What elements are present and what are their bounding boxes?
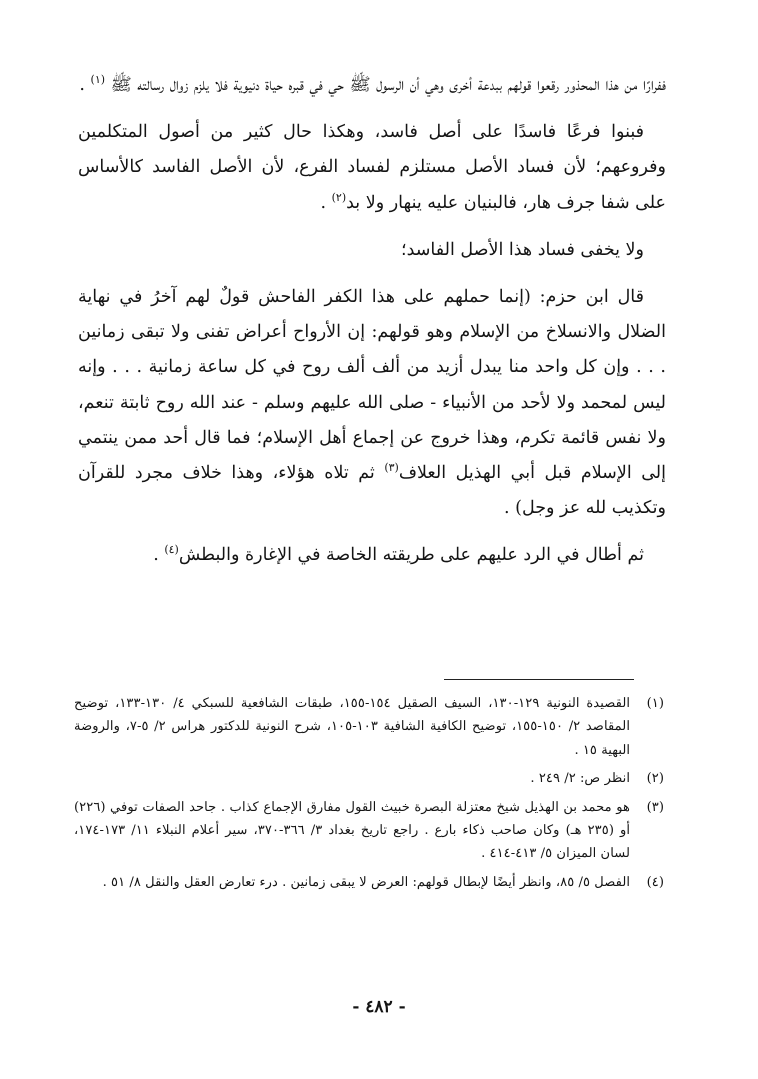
paragraph-4-text: قال ابن حزم: (إنما حملهم على هذا الكفر الفاحش قولٌ لهم آخرُ في نهاية الضلال والانسلاخ من الإسلام وهو قولهم: إن الأرواح أعراض تفنى ولا تبقى زمانين . . . وإن كل واحد منا يبدل أزيد من ألف ألف روح في كل ساعة زمانية . . . وإنه ليس لمحمد ولا لأحد من الأنبياء - صلى الله عليهم وسلم - عند الله روح ثابتة تنعم، ولا نفس قائمة تكرم، وهذا خروج عن إجماع أهل الإسلام؛ فما قال أحد ممن ينتمي إلى الإسلام قبل أبي الهذيل العلاف	[78, 287, 666, 484]
footnote-4-text: الفصل ٥/ ٨٥، وانظر أيضًا لإبطال قولهم: العرض لا يبقى زمانين . درء تعارض العقل والنقل ٨/ ٥١ .	[102, 874, 630, 890]
footnote-ref-3[interactable]: (٣)	[384, 461, 399, 475]
footnote-3-text: هو محمد بن الهذيل شيخ معتزلة البصرة خبيث القول مفارق الإجماع كذاب . جاحد الصفات توفي (٢٢٦) أو (٢٣٥ هـ) وكان صاحب ذكاء بارع . راجع تاريخ بغداد ٣/ ٣٦٦-٣٧٠، سير أعلام النبلاء ١١/ ١٧٣-١٧٤، لسان الميزان ٥/ ٤١٣-٤١٤ .	[74, 799, 631, 862]
paragraph-5-text: ثم أطال في الرد عليهم على طريقته الخاصة في الإغارة والبطش	[178, 545, 644, 566]
main-text	[78, 68, 666, 574]
footnote-separator	[444, 679, 634, 680]
footnote-2-number: (٢)	[646, 771, 664, 787]
footnote-ref-1[interactable]: (١)	[90, 73, 106, 87]
footnote-ref-2[interactable]: (٢)	[331, 190, 347, 204]
paragraph-1-text: ففرارًا من هذا المحذور رقعوا قولهم ببدعة أخرى وهي أن الرسول ﷺ حي في قبره حياة دنيوية فلا يلزم زوال رسالته ﷺ	[110, 75, 666, 95]
page-number: - ٤٨٢ -	[352, 997, 406, 1017]
paragraph-4	[78, 280, 666, 526]
footnote-1-number: (١)	[646, 696, 664, 711]
footnote-3-number: (٣)	[646, 799, 664, 815]
paragraph-5-tail: .	[153, 545, 165, 566]
paragraph-3-text: ولا يخفى فساد هذا الأصل الفاسد؛	[401, 239, 644, 260]
footnotes	[74, 692, 664, 899]
footnote-1-text: القصيدة النونية ١٢٩-١٣٠، السيف الصقيل ١٥٤-١٥٥، طبقات الشافعية للسبكي ٤/ ١٣٠-١٣٣، توضيح المقاصد ٢/ ١٥٠-١٥٥، توضيح الكافية الشافية ١٠٣-١٠٥، شرح النونية للدكتور هراس ٢/ ٥-٧، والروضة البهية ١٥ .	[74, 696, 630, 758]
paragraph-1-tail: .	[79, 75, 91, 95]
footnote-ref-4[interactable]: (٤)	[164, 543, 179, 557]
footnote-1	[74, 692, 664, 762]
paragraph-4-tail: ثم تلاه هؤلاء، وهذا خلاف مجرد للقرآن وتكذيب لله عز وجل) .	[78, 463, 666, 519]
paragraph-1	[78, 68, 666, 103]
paragraph-3	[78, 233, 666, 268]
footnote-4-number: (٤)	[646, 874, 664, 890]
footnote-2-text: انظر ص: ٢/ ٢٤٩ .	[530, 771, 630, 787]
footnote-4	[74, 871, 664, 894]
paragraph-5	[78, 538, 666, 573]
footnote-2	[74, 767, 664, 790]
paragraph-2-tail: .	[320, 192, 332, 213]
paragraph-2	[78, 115, 666, 221]
paragraph-2-text: فبنوا فرعًا فاسدًا على أصل فاسد، وهكذا حال كثير من أصول المتكلمين وفروعهم؛ لأن فساد الأصل مستلزم لفساد الفرع، لأن الأصل الفاسد كالأساس على شفا جرف هار، فالبنيان عليه ينهار ولا بد	[78, 122, 666, 213]
footnote-3	[74, 796, 664, 866]
